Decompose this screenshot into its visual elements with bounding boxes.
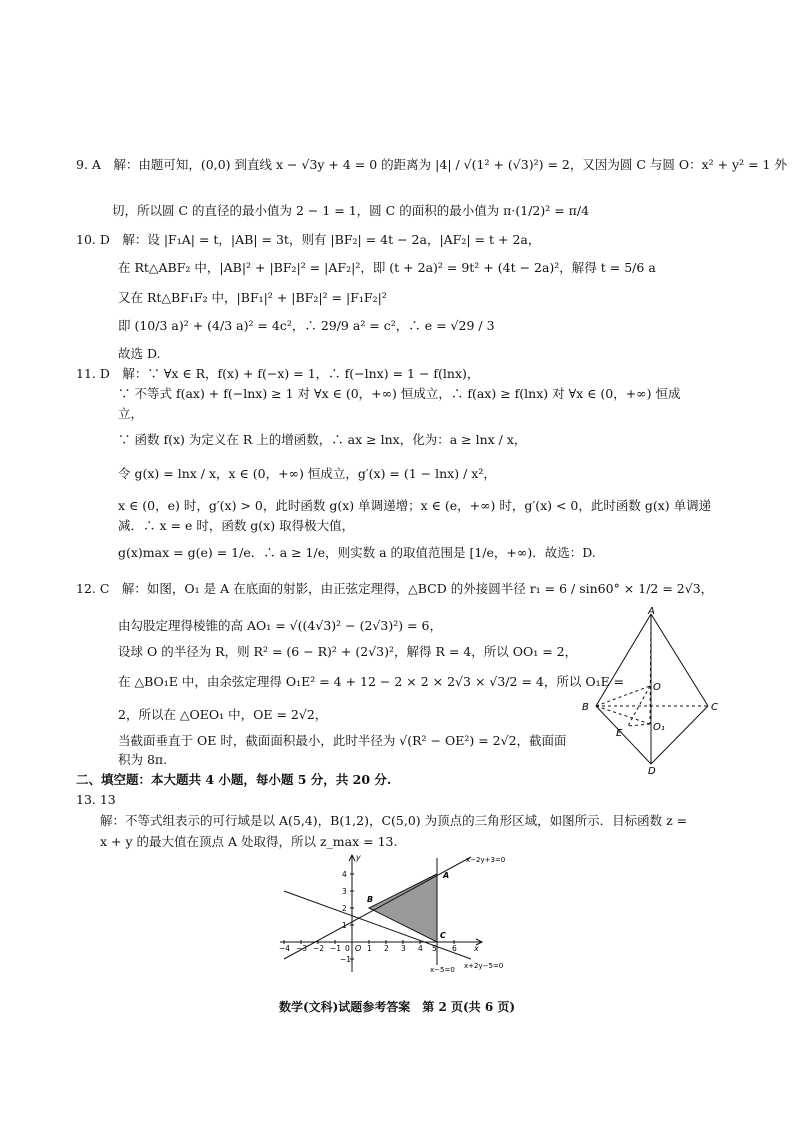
- x-tick-1: 1: [367, 944, 372, 953]
- y-axis-label: y: [356, 853, 361, 862]
- label-x-5: x−5=0: [430, 966, 455, 974]
- y-tick-1: 1: [342, 921, 347, 930]
- q12-line-6: 当截面垂直于 OE 时，截面面积最小，此时半径为 √(R² − OE²) = 2√2，截面面: [118, 733, 567, 748]
- x-tick-2: 2: [384, 944, 389, 953]
- x-tick-6: 6: [452, 944, 457, 953]
- vertex-B: B: [367, 895, 374, 904]
- q11-line-1: 11. D 解：∵ ∀x ∈ R，f(x) + f(−x) = 1，∴ f(−lnx) = 1 − f(lnx)，: [76, 366, 480, 381]
- q10-line-4: 即 (10/3 a)² + (4/3 a)² = 4c²，∴ 29/9 a² = c²，∴ e = √29 / 3: [118, 318, 495, 333]
- q12-line-5: 2，所以在 △OEO₁ 中，OE = 2√2，: [118, 707, 328, 722]
- y-tick--1: −1: [340, 955, 352, 964]
- x-tick-3: 3: [401, 944, 406, 953]
- origin-label: O: [355, 944, 362, 953]
- pyramid-label-E: E: [616, 728, 623, 739]
- q13-line-1: 解：不等式组表示的可行域是以 A(5,4)，B(1,2)，C(5,0) 为顶点的三角形区域，如图所示．目标函数 z =: [100, 813, 688, 828]
- pyramid-label-C: C: [711, 702, 718, 713]
- x-tick-0: 0: [345, 944, 350, 953]
- q10-line-3: 又在 Rt△BF₁F₂ 中，|BF₁|² + |BF₂|² = |F₁F₂|²: [118, 290, 387, 305]
- x-tick--2: −2: [313, 944, 325, 953]
- q13-line-2: x + y 的最大值在顶点 A 处取得，所以 z_max = 13.: [100, 834, 398, 849]
- feasible-region-graph: [270, 850, 520, 976]
- vertex-C: C: [440, 931, 446, 940]
- q11-line-3: 立，: [118, 406, 144, 421]
- x-tick-5: 5: [432, 944, 437, 953]
- pyramid-figure: [578, 606, 728, 776]
- page-footer: 数学(文科)试题参考答案 第 2 页(共 6 页): [278, 1000, 516, 1014]
- y-tick-3: 3: [342, 887, 347, 896]
- pyramid-label-A: A: [648, 606, 655, 617]
- q9-line-2: 切，所以圆 C 的直径的最小值为 2 − 1 = 1，圆 C 的面积的最小值为 π·(1/2)² = π/4: [112, 203, 590, 218]
- pyramid-label-O1: O₁: [653, 722, 665, 733]
- q11-line-2: ∵ 不等式 f(ax) + f(−lnx) ≥ 1 对 ∀x ∈ (0，+∞) 恒成立，∴ f(ax) ≥ f(lnx) 对 ∀x ∈ (0，+∞) 恒成: [118, 386, 681, 401]
- q12-line-1: 12. C 解：如图，O₁ 是 A 在底面的射影，由正弦定理得，△BCD 的外接圆半径 r₁ = 6 / sin60° × 1/2 = 2√3，: [76, 581, 714, 596]
- q11-line-5: 令 g(x) = lnx / x，x ∈ (0，+∞) 恒成立，g′(x) = (1 − lnx) / x²，: [118, 466, 496, 481]
- x-tick--3: −3: [296, 944, 308, 953]
- q11-line-6: x ∈ (0，e) 时，g′(x) > 0，此时函数 g(x) 单调递增；x ∈ (e，+∞) 时，g′(x) < 0，此时函数 g(x) 单调递: [118, 498, 712, 513]
- q12-line-2: 由勾股定理得棱锥的高 AO₁ = √((4√3)² − (2√3)²) = 6，: [118, 618, 442, 633]
- q12-line-7: 积为 8π.: [118, 752, 168, 767]
- label-x-2y+3: x−2y+3=0: [466, 856, 506, 864]
- q10-line-2: 在 Rt△ABF₂ 中，|AB|² + |BF₂|² = |AF₂|²，即 (t + 2a)² = 9t² + (4t − 2a)²，解得 t = 5/6 a: [118, 260, 656, 275]
- vertex-A: A: [443, 871, 450, 880]
- y-tick-4: 4: [342, 870, 347, 879]
- x-tick-4: 4: [418, 944, 423, 953]
- q11-line-7: 减．∴ x = e 时，函数 g(x) 取得极大值，: [118, 518, 355, 533]
- q12-line-3: 设球 O 的半径为 R，则 R² = (6 − R)² + (2√3)²，解得 R = 4，所以 OO₁ = 2，: [118, 644, 578, 659]
- q11-line-4: ∵ 函数 f(x) 为定义在 R 上的增函数，∴ ax ≥ lnx，化为：a ≥ lnx / x，: [118, 432, 527, 447]
- y-tick-2: 2: [342, 904, 347, 913]
- q12-line-4: 在 △BO₁E 中，由余弦定理得 O₁E² = 4 + 12 − 2 × 2 × 2√3 × √3/2 = 4，所以 O₁E =: [118, 674, 625, 689]
- q13-heading: 13. 13: [76, 792, 116, 807]
- q10-line-1: 10. D 解：设 |F₁A| = t，|AB| = 3t，则有 |BF₂| = 4t − 2a，|AF₂| = t + 2a，: [76, 232, 541, 247]
- pyramid-label-O: O: [653, 682, 661, 693]
- x-tick--1: −1: [330, 944, 342, 953]
- label-x+2y-5: x+2y−5=0: [464, 962, 504, 970]
- section-heading-fill-in: 二、填空题：本大题共 4 小题，每小题 5 分，共 20 分.: [76, 772, 392, 787]
- feasible-region: [369, 874, 437, 942]
- q10-line-5: 故选 D.: [118, 346, 161, 361]
- x-axis-label: x: [474, 944, 479, 953]
- pyramid-label-B: B: [582, 702, 589, 713]
- x-tick--4: −4: [279, 944, 291, 953]
- q11-line-8: g(x)max = g(e) = 1/e．∴ a ≥ 1/e，则实数 a 的取值范围是 [1/e，+∞)．故选：D.: [118, 545, 596, 560]
- q9-line-1: 9. A 解：由题可知，(0,0) 到直线 x − √3y + 4 = 0 的距离为 |4| / √(1² + (√3)²) = 2，又因为圆 C 与圆 O：x² + y² = 1 外: [76, 157, 787, 172]
- pyramid-label-D: D: [648, 766, 656, 776]
